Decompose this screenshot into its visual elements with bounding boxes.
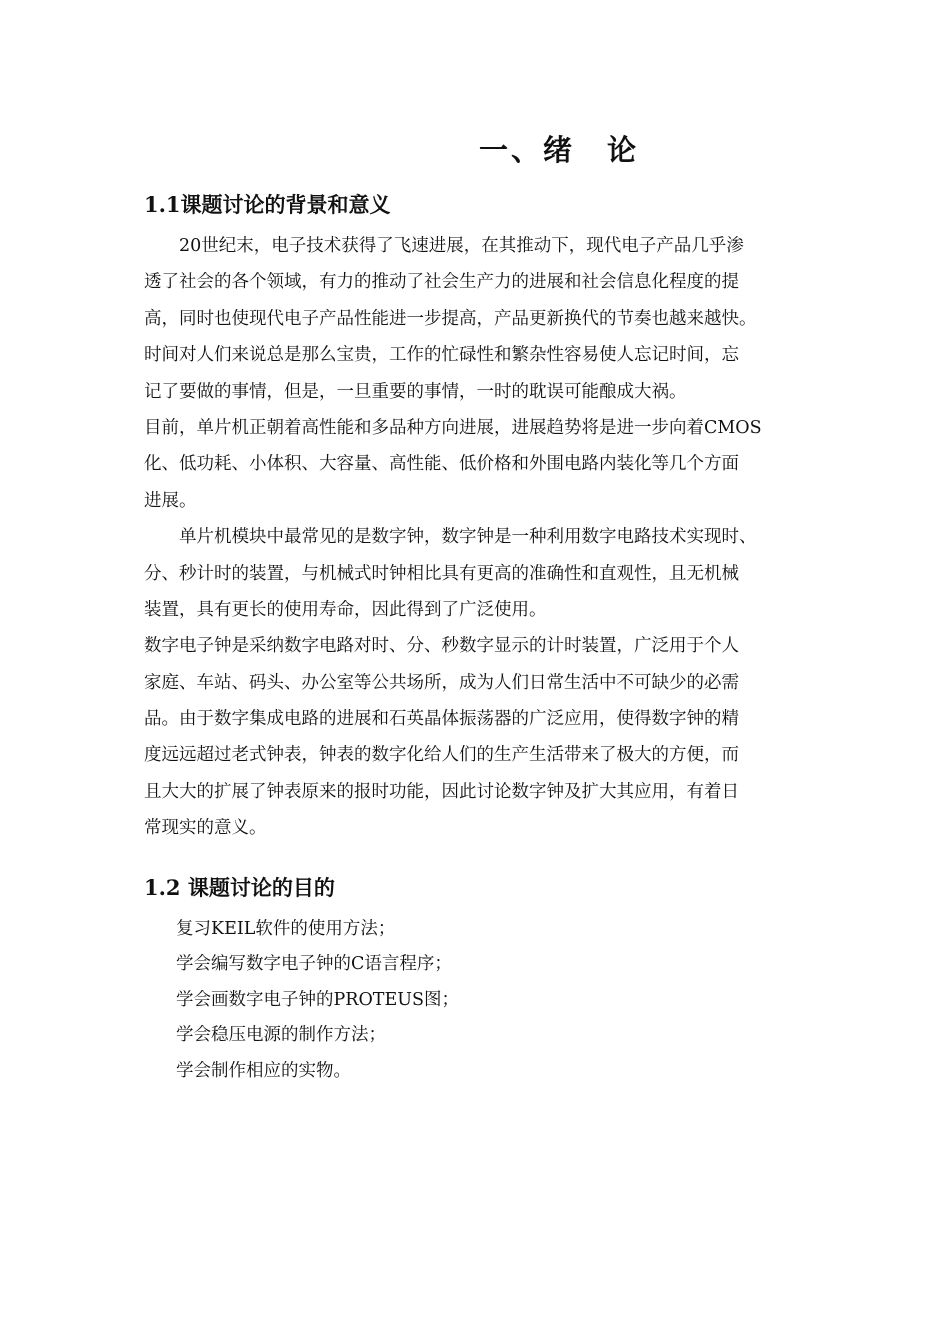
paragraph-line: 单片机模块中最常见的是数字钟，数字钟是一种利用数字电路技术实现时、 [144, 527, 757, 548]
paragraph-line: 度远远超过老式钟表，钟表的数字化给人们的生产生活带来了极大的方便，而 [144, 745, 739, 766]
paragraph-line: 目前，单片机正朝着高性能和多品种方向进展，进展趋势将是进一步向着CMOS [144, 417, 762, 438]
section-heading-purpose: 1.2 课题讨论的目的 [144, 875, 335, 900]
paragraph-line: 且大大的扩展了钟表原来的报时功能，因此讨论数字钟及扩大其应用，有着日 [144, 781, 739, 802]
list-item: 学会稳压电源的制作方法； [176, 1025, 386, 1046]
chapter-title: 一、绪 论 [478, 133, 639, 167]
paragraph-line: 进展。 [144, 490, 197, 511]
paragraph-line: 数字电子钟是采纳数字电路对时、分、秒数字显示的计时装置，广泛用于个人 [144, 636, 739, 657]
purpose-list [176, 912, 776, 1089]
section-body-background [144, 228, 814, 847]
paragraph-line: 分、秒计时的装置，与机械式时钟相比具有更高的准确性和直观性，且无机械 [144, 563, 739, 584]
paragraph-line: 记了要做的事情，但是，一旦重要的事情，一时的耽误可能酿成大祸。 [144, 381, 687, 402]
paragraph-line: 化、低功耗、小体积、大容量、高性能、低价格和外围电路内装化等几个方面 [144, 454, 739, 475]
paragraph-line: 品。由于数字集成电路的进展和石英晶体振荡器的广泛应用，使得数字钟的精 [144, 709, 739, 730]
section-heading-background: 1.1课题讨论的背景和意义 [144, 192, 391, 217]
list-item: 学会编写数字电子钟的C语言程序； [176, 954, 452, 975]
list-item: 学会画数字电子钟的PROTEUS图； [176, 989, 459, 1010]
paragraph-line: 20世纪末，电子技术获得了飞速进展，在其推动下，现代电子产品几乎渗 [144, 236, 744, 256]
paragraph-line: 时间对人们来说总是那么宝贵，工作的忙碌性和繁杂性容易使人忘记时间，忘 [144, 345, 739, 366]
paragraph-line: 透了社会的各个领域，有力的推动了社会生产力的进展和社会信息化程度的提 [144, 272, 739, 293]
list-item: 学会制作相应的实物。 [176, 1060, 351, 1081]
paragraph-line: 常现实的意义。 [144, 818, 267, 839]
paragraph-line: 装置，具有更长的使用寿命，因此得到了广泛使用。 [144, 599, 547, 620]
paragraph-line: 高，同时也使现代电子产品性能进一步提高，产品更新换代的节奏也越来越快。 [144, 308, 757, 329]
paragraph-line: 家庭、车站、码头、办公室等公共场所，成为人们日常生活中不可缺少的必需 [144, 672, 739, 693]
list-item: 复习KEIL软件的使用方法； [176, 919, 396, 939]
